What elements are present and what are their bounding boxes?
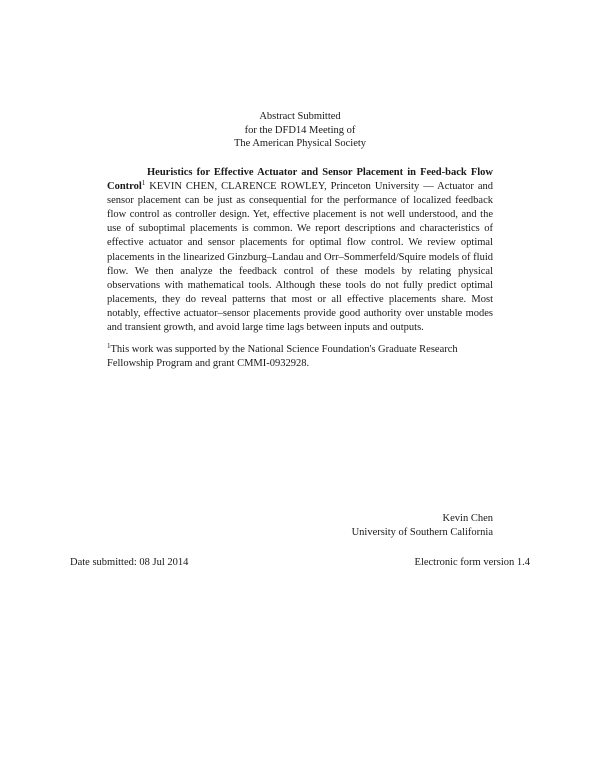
abstract-title: Heuristics for Effective Actuator and Sensor Placement in Feed-back Flow Control	[107, 167, 493, 193]
signature-block	[352, 512, 493, 540]
header-line-society: The American Physical Society	[233, 138, 367, 149]
header-line-meeting: for the DFD14 Meeting of	[244, 124, 356, 136]
footnote	[107, 343, 493, 371]
footnote-text: This work was supported by the National Science Foundation's Graduate Research Fellowship Program and grant CMMI-0932928.	[107, 344, 458, 370]
footnote-mark: 1	[107, 342, 111, 350]
signature-affiliation: University of Southern California	[351, 527, 493, 539]
title-footnote-mark: 1	[141, 179, 146, 188]
abstract-header	[0, 110, 600, 151]
signature-name: Kevin Chen	[442, 513, 493, 524]
form-version: Electronic form version 1.4	[414, 557, 530, 568]
abstract-authors: KEVIN CHEN, CLARENCE ROWLEY, Princeton University	[145, 181, 420, 193]
abstract-paragraph	[107, 166, 493, 335]
abstract-body: — Actuator and sensor placement can be just as consequential for the performance of localized feedback flow control as controller design. Yet, effective placement is not well understood, and the use of suboptimal placements is common. We report descriptions and characteristics of effective actuator and sensor placements for optimal flow control. We review optimal placements in the linearized Ginzburg–Landau and Orr–Sommerfeld/Squire models of fluid flow. We then analyze the feedback control of these models by relating physical observations with mathematical tools. Although these tools do not fully predict optimal placements, they do reveal patterns that most or all effective placements share. Most notably, effective actuator–sensor placements provide good authority over unstable modes and transient growth, and avoid large time lags between inputs and outputs.	[107, 181, 493, 334]
date-submitted: Date submitted: 08 Jul 2014	[70, 557, 189, 568]
header-line-abstract-submitted: Abstract Submitted	[259, 111, 341, 122]
